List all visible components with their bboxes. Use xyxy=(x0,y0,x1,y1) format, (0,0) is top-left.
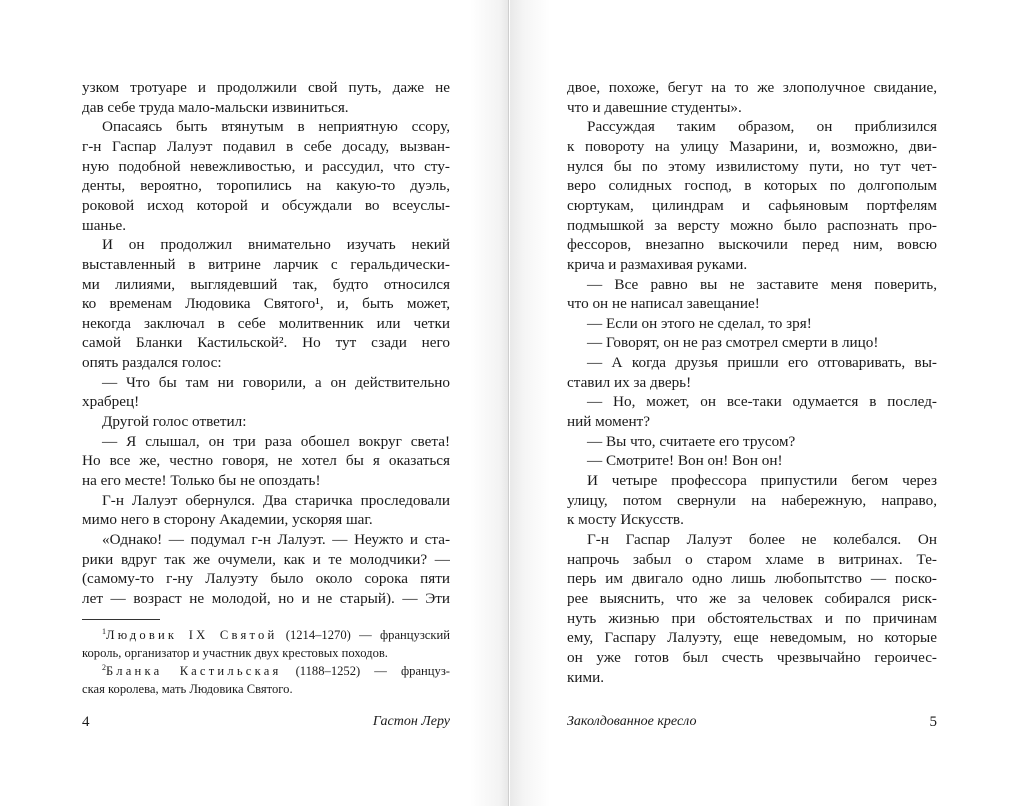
footnote-1-cont: король, организатор и участник двух крестовых походов. xyxy=(82,646,388,660)
text-line: денты, вероятно, торопились на какую-то дуэль, xyxy=(82,177,450,195)
footnote-mark: 2 xyxy=(102,662,106,672)
text-line: — Если он этого не сделал, то зря! xyxy=(587,314,812,332)
text-line: ему, Гаспару Лалуэту, еще неведомым, но которые xyxy=(567,629,937,647)
text-line: улицу, потом свернули на набережную, направо, xyxy=(567,491,937,509)
text-line: Г-н Лалуэт обернулся. Два старичка проследовали xyxy=(102,491,450,509)
text-line: крича и размахивая руками. xyxy=(567,255,748,273)
text-line: сюртукам, цилиндрам и сафьяновым портфелям xyxy=(567,196,937,214)
text-line: ний момент? xyxy=(567,413,650,431)
text-line: узком тротуаре и продолжили свой путь, даже не xyxy=(82,79,450,96)
text-line: ную подобной невежливостью, и рассудил, что сту- xyxy=(82,157,450,175)
text-line: двое, похоже, бегут на то же злополучное свидание, xyxy=(567,79,937,96)
text-line: — Я слышал, он три раза обошел вокруг света! xyxy=(102,432,450,450)
text-line: И он продолжил внимательно изучать некий xyxy=(102,236,450,254)
footnote-name: Бланка Кастильская xyxy=(106,664,282,678)
text-line: к мосту Искусств. xyxy=(567,511,684,529)
text-line: (самому-то г-ну Лалуэту было около сорока пяти xyxy=(82,570,450,588)
text-line: кими. xyxy=(567,668,605,686)
text-line: шанье. xyxy=(82,216,127,234)
text-line: ставил их за дверь! xyxy=(567,373,692,391)
text-line: опять раздался голос: xyxy=(82,354,222,372)
text-line: ми лилиями, выглядевший так, будто относился xyxy=(82,275,450,293)
book-gutter xyxy=(508,0,509,806)
page-number-right: 5 xyxy=(929,714,937,730)
footnote-name: Людовик IX Святой xyxy=(106,628,278,642)
text-line: «Однако! — подумал г-н Лалуэт. — Неужто и ста- xyxy=(102,530,450,548)
text-line: на его месте! Только бы не опоздать! xyxy=(82,472,321,489)
text-line: — Говорят, он не раз смотрел смерти в лицо! xyxy=(587,334,879,352)
text-line: веро солидных господ, в которых по долгополым xyxy=(567,177,937,195)
text-line: рики вдруг так же очумели, как и те молодчики? — xyxy=(82,550,450,568)
text-line: храбрец! xyxy=(82,393,140,411)
text-line: что он не написал завещание! xyxy=(567,295,760,313)
running-head-left: Гастон Леру xyxy=(372,714,450,729)
text-line: самой Бланки Кастильской². Но тут сзади него xyxy=(82,334,450,352)
text-line: нуть жизнью при обстоятельствах и по причинам xyxy=(567,609,937,627)
text-line: перь им двигало одно лишь любопытство — поско- xyxy=(567,570,937,588)
text-line: нулся бы по этому извилистому пути, но тут чет- xyxy=(567,157,937,175)
running-head-right: Заколдованное кресло xyxy=(567,714,697,729)
footnote-rule xyxy=(82,619,160,620)
text-line: подмышкой за версту можно было распознать про- xyxy=(567,216,937,234)
text-line: — Смотрите! Вон он! Вон он! xyxy=(587,452,783,470)
text-line: он уже готов был счесть чрезвычайно героичес- xyxy=(567,648,937,666)
text-line: Другой голос ответил: xyxy=(102,413,247,431)
text-line: И четыре профессора припустили бегом через xyxy=(587,472,937,489)
footnote-text: (1188–1252) — француз- xyxy=(281,664,450,678)
text-line: — Но, может, он все-таки одумается в послед- xyxy=(587,393,937,411)
text-line: рее выяснить, что же за человек собирался риск- xyxy=(567,589,937,607)
text-line: лет — возраст не молодой, но и не старый). — Эти xyxy=(82,589,450,607)
footnote-2 xyxy=(82,662,450,680)
footnote-mark: 1 xyxy=(102,626,106,636)
footnote-2-cont: ская королева, мать Людовика Святого. xyxy=(82,682,293,696)
text-line: фессоров, внезапно выскочили перед ним, вовсю xyxy=(567,236,937,254)
text-line: дав себе труда мало-мальски извиниться. xyxy=(82,98,349,116)
text-line: г-н Гаспар Лалуэт подавил в себе досаду, вызван- xyxy=(82,137,450,155)
footnote-text: (1214–1270) — французский xyxy=(277,628,450,642)
text-line: выставленный в витрине ларчик с геральдически- xyxy=(82,255,450,273)
text-line: роковой исход которой и обсуждали во всеуслы- xyxy=(82,196,450,214)
text-line: Рассуждая таким образом, он приблизился xyxy=(587,118,937,136)
text-line: Но все же, честно говоря, не хотел бы я оказаться xyxy=(82,452,450,470)
text-line: некогда заключал в себе молитвенник или четки xyxy=(82,314,450,332)
text-line: Г-н Гаспар Лалуэт более не колебался. Он xyxy=(587,530,937,548)
text-line: — Что бы там ни говорили, а он действительно xyxy=(102,373,450,391)
text-line: — Вы что, считаете его трусом? xyxy=(587,432,796,450)
footnote-1 xyxy=(82,626,450,644)
text-line: что и давешние студенты». xyxy=(567,98,742,116)
text-line: к повороту на улицу Мазарини, и, возможно, дви- xyxy=(567,137,937,155)
text-line: напрочь забыл о старом хламе в витринах. Те- xyxy=(567,550,937,568)
text-line: мимо него в сторону Академии, ускоряя шаг. xyxy=(82,511,373,529)
text-line: ко временам Людовика Святого¹, и, быть может, xyxy=(82,295,450,313)
text-line: — Все равно вы не заставите меня поверить, xyxy=(587,275,937,293)
page-number-left: 4 xyxy=(82,714,90,730)
text-line: Опасаясь быть втянутым в неприятную ссору, xyxy=(102,118,450,136)
text-line: — А когда друзья пришли его отговаривать, вы- xyxy=(587,354,937,372)
